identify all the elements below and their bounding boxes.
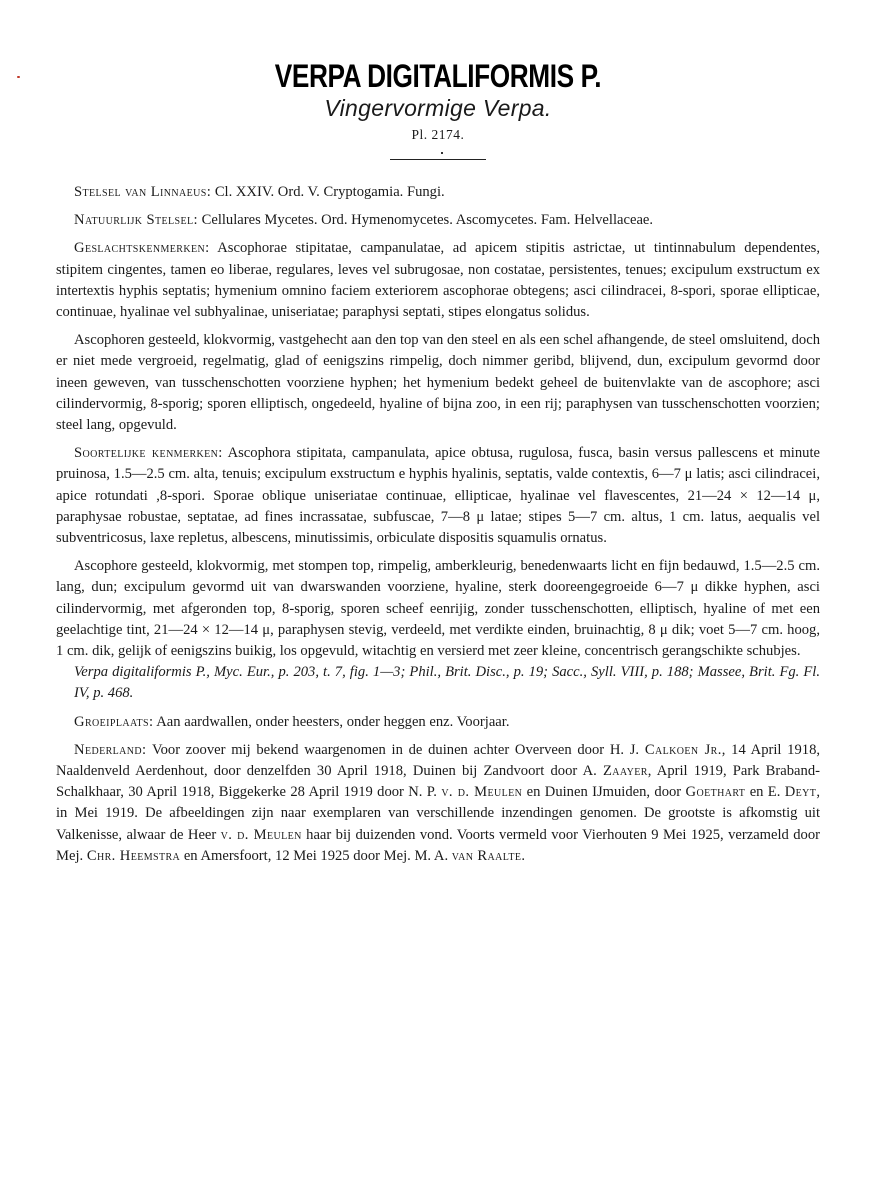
record-text: en Duinen IJmuiden, door <box>526 784 682 801</box>
section-text: Ascophorae stipitatae, campanulatae, ad apicem stipitis astrictae, ut tintinnabulum dependentes, stipitem cingentes, tamen eo liberae, regulares, leves vel subrugosae, non costatae, persistentes, tenues; excipulum exstructum ex intertextis hyphis septatis; hymenium omnino faciem exteriorem ascophorae obtegens; asci cilindracei, 8-spori, sporae ellipticae, continuae, hyalinae vel subhyalinae, uniseriatae; paraphysi septati, stipes elongatus solidus. <box>56 240 821 321</box>
natural-system <box>56 210 820 231</box>
record-text: Voor zoover mij bekend waargenomen in de duinen achter Overveen door H. J. <box>151 741 640 758</box>
record-text: . <box>521 847 526 864</box>
divider-dot <box>441 152 443 154</box>
record-text: haar bij duizenden vond. Voorts vermeld voor Vierhouten 9 Mei 1925, verzameld door Mej. <box>56 826 820 864</box>
document-page <box>56 58 820 867</box>
record-text: , in Mei 1919. De afbeeldingen zijn naar exemplaren van verschillende inzendingen genomen. De grootste is afkomstig uit Valkenisse, alwaar de Heer <box>56 784 820 843</box>
section-text: Ascophora stipitata, campanulata, apice obtusa, rugulosa, fusca, basin versus pallescens et minute pruinosa, 1.5—2.5 cm. alta, tenuis; excipulum exstructum e hyphis hyalinis, septatis, valde contextis, 6—7 μ latis; asci cilindracei, apice rotundati ,8-spori. Sporae oblique uniseriatae continuae, ellipticae, hyalinae vel flavescentes, 21—24 × 12—14 μ, paraphysae robustae, septatae, ad fines incrassatae, subfuscae, 7—8 μ latae; stipes 5—7 cm. altus, 1 cm. latus, aequalis vel subventricosus, laxe repletus, albescens, minutissimis, orbiculate dispositis squamulis ornatus. <box>56 445 820 547</box>
section-text: Aan aardwallen, onder heesters, onder heggen enz. Voorjaar. <box>156 713 510 730</box>
collector-name: Deyt <box>784 784 817 801</box>
section-label: Geslachtskenmerken: <box>74 240 210 257</box>
section-text: Cl. XXIV. Ord. V. Cryptogamia. Fungi. <box>214 184 445 200</box>
record-text: , April 1919, Park Braband-Schalkhaar, 30 April 1918, Biggekerke 28 April 1919 door N. P. <box>56 763 820 801</box>
page-subtitle: Vingervormige Verpa. <box>324 95 552 121</box>
section-text: Cellulares Mycetes. Ord. Hymenomycetes. Ascomycetes. Fam. Helvellaceae. <box>201 212 654 229</box>
plate-number: Pl. 2174. <box>411 127 465 142</box>
species-dutch: Ascophore gesteeld, klokvormig, met stompen top, rimpelig, amberkleurig, benedenwaarts licht en fijn bedauwd, 1.5—2.5 cm. lang, dun; excipulum gevormd uit van dwarswanden voorziene, hyaline, sterk dooreengegroeide 6—7 μ dikke hyphen, asci cilindervormig, met afgeronden top, 8-sporig, sporen scheef eenrijig, zonder tusschenschotten, elliptisch, hyaline of met een geelachtige tint, 21—24 × 12—14 μ, paraphysen stevig, verdeeld, met verdikte einden, bruinachtig, 8 μ dik; voet 5—7 cm. hoog, 1 cm. dik, gelijk of eenigszins buikig, los opgevuld, witachtig en versierd met zeer kleine, concentrisch gerangschikte schubjes. <box>56 558 820 660</box>
record-text: en Amersfoort, 12 Mei 1925 door Mej. M. A. <box>183 847 449 864</box>
record-text: en E. <box>749 784 781 801</box>
record-text: , 14 April 1918, Naaldenveld Aerdenhout, door denzelfden 30 April 1918, Duinen bij Zandvoort door A. <box>56 741 821 780</box>
section-label: Stelsel van Linnaeus: <box>74 184 212 200</box>
genus-latin <box>56 238 820 323</box>
collector-name: v. d. Meulen <box>220 826 302 843</box>
section-label: Soortelijke kenmerken: <box>74 445 223 462</box>
references: Verpa digitaliformis P., Myc. Eur., p. 203, t. 7, fig. 1—3; Phil., Brit. Disc., p. 19; Sacc., Syll. VIII, p. 188; Massee, Brit. Fg. Fl. IV, p. 468. <box>74 664 820 702</box>
page-title: VERPA DIGITALIFORMIS P. <box>274 58 602 94</box>
genus-dutch: Ascophoren gesteeld, klokvormig, vastgehecht aan den top van den steel en als een schel afhangende, de steel omsluitend, doch er niet mede vergroeid, regelmatig, glad of eenigszins rimpelig, doch nimmer geribd, blijvend, dun, excipulum gevormd door ineen geweven, van tusschenschotten voorziene hyphen; het hymenium bedekt geheel de buitenvlakte van de ascophore; asci cilindervormig, 8-sporig; sporen elliptisch, ongedeeld, hyaline of bijna zoo, in een rij; paraphysen van tusschenschotten voorzien; steel lang, opgevuld. <box>56 332 820 434</box>
collector-name: van Raalte <box>451 847 522 864</box>
collector-name: Goethart <box>685 784 746 801</box>
red-speck <box>17 76 20 78</box>
collector-name: Zaayer <box>602 763 648 780</box>
collector-name: Calkoen Jr. <box>644 741 722 758</box>
collector-name: Chr. Heemstra <box>86 847 181 864</box>
linnaeus-system <box>56 182 820 203</box>
section-label: Groeiplaats: <box>74 713 154 730</box>
section-label: Nederland: <box>74 741 147 758</box>
document-body <box>56 182 820 867</box>
section-label: Natuurlijk Stelsel: <box>74 212 198 229</box>
species-latin <box>56 443 820 549</box>
netherlands-records <box>56 740 820 867</box>
divider <box>390 159 486 160</box>
collector-name: v. d. Meulen <box>441 784 523 801</box>
header <box>56 58 820 162</box>
habitat <box>56 712 820 733</box>
